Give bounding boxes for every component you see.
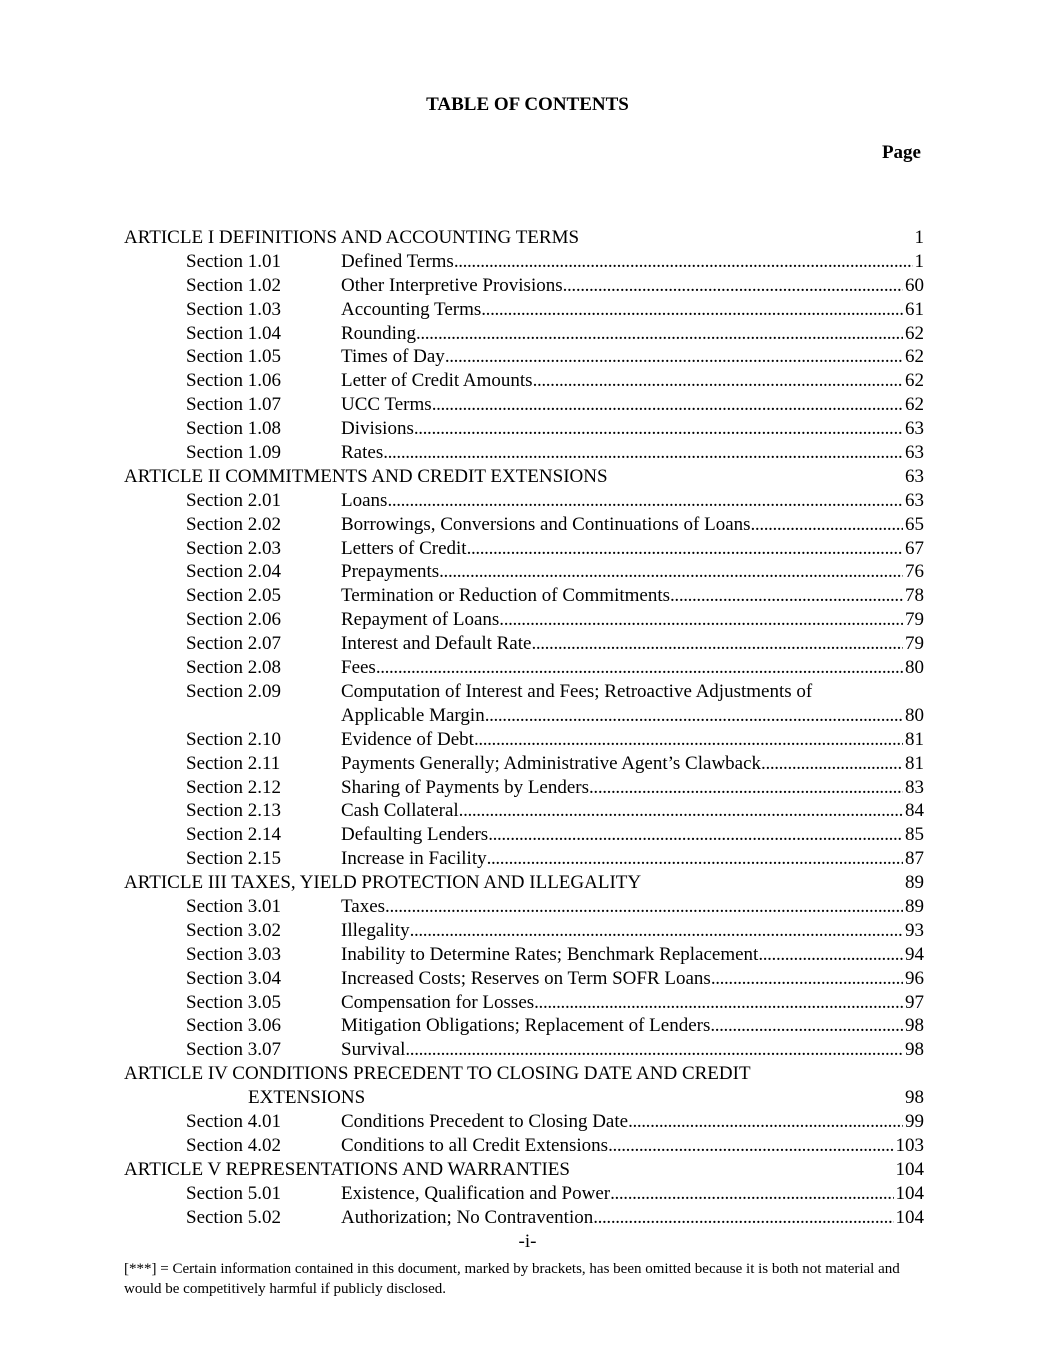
dot-leader xyxy=(758,943,903,967)
section-title: Applicable Margin xyxy=(341,704,485,726)
dot-leader xyxy=(533,369,903,393)
toc-section-row xyxy=(124,1182,924,1206)
section-number: Section 3.06 xyxy=(186,1015,281,1037)
section-title: Rates xyxy=(341,442,384,464)
section-entry-line xyxy=(341,298,924,322)
article-page-number: 89 xyxy=(905,872,924,894)
section-page-number: 62 xyxy=(905,394,924,416)
section-entry-line xyxy=(341,537,924,561)
section-number: Section 1.05 xyxy=(186,346,281,368)
section-entry-line xyxy=(341,441,924,465)
section-number: Section 4.02 xyxy=(186,1134,281,1156)
article-page-number: 104 xyxy=(895,1158,924,1180)
section-entry-line xyxy=(341,1134,924,1158)
section-page-number: 96 xyxy=(905,967,924,989)
toc-section-row xyxy=(124,537,924,561)
section-entry-line xyxy=(341,656,924,680)
section-number: Section 1.07 xyxy=(186,394,281,416)
section-number: Section 2.11 xyxy=(186,752,281,774)
dot-leader xyxy=(416,322,903,346)
article-title: ARTICLE V REPRESENTATIONS AND WARRANTIES xyxy=(124,1158,570,1180)
section-entry-line xyxy=(341,1182,924,1206)
dot-leader xyxy=(499,608,903,632)
dot-leader xyxy=(589,776,903,800)
section-number: Section 3.07 xyxy=(186,1039,281,1061)
section-page-number: 97 xyxy=(905,991,924,1013)
section-entry-line xyxy=(341,250,924,274)
article-page-number: 1 xyxy=(914,227,924,248)
section-title: Illegality xyxy=(341,919,410,941)
section-entry-line xyxy=(341,489,924,513)
section-page-number: 87 xyxy=(905,848,924,870)
dot-leader xyxy=(487,847,903,871)
dot-leader xyxy=(593,1206,893,1230)
page-number: -i- xyxy=(518,1231,537,1252)
section-entry-line xyxy=(341,1014,924,1038)
section-page-number: 80 xyxy=(905,704,924,726)
dot-leader xyxy=(608,1134,893,1158)
section-title: Existence, Qualification and Power xyxy=(341,1182,611,1204)
dot-leader xyxy=(711,967,903,991)
section-page-number: 79 xyxy=(905,633,924,655)
section-page-number: 62 xyxy=(905,370,924,392)
toc-section-row xyxy=(124,1038,924,1062)
section-page-number: 78 xyxy=(905,585,924,607)
section-page-number: 84 xyxy=(905,800,924,822)
section-title: Mitigation Obligations; Replacement of Lenders xyxy=(341,1015,711,1037)
section-number: Section 1.03 xyxy=(186,298,281,320)
section-entry-line xyxy=(341,513,924,537)
toc-section-row xyxy=(124,776,924,800)
section-entry-line xyxy=(341,728,924,752)
section-number: Section 3.03 xyxy=(186,943,281,965)
dot-leader xyxy=(387,489,903,513)
section-number: Section 5.02 xyxy=(186,1206,281,1228)
section-number: Section 1.02 xyxy=(186,274,281,296)
toc-section-row xyxy=(124,991,924,1015)
section-title: Fees xyxy=(341,657,376,679)
section-title: Increase in Facility xyxy=(341,848,487,870)
section-title: Accounting Terms xyxy=(341,298,482,320)
section-entry-line xyxy=(341,560,924,584)
section-page-number: 99 xyxy=(905,1110,924,1132)
dot-leader xyxy=(485,704,903,728)
section-title: Cash Collateral xyxy=(341,800,459,822)
toc-section-row xyxy=(124,250,924,274)
section-number: Section 3.05 xyxy=(186,991,281,1013)
section-number: Section 1.04 xyxy=(186,322,281,344)
section-entry-line xyxy=(341,1038,924,1062)
toc-section-row xyxy=(124,728,924,752)
section-entry-line xyxy=(341,943,924,967)
dot-leader xyxy=(610,1182,893,1206)
section-page-number: 103 xyxy=(895,1134,924,1156)
toc-article-row xyxy=(124,871,924,895)
article-title xyxy=(124,1062,824,1110)
section-number: Section 2.09 xyxy=(186,680,281,702)
section-title: Loans xyxy=(341,489,388,511)
section-page-number: 85 xyxy=(905,824,924,846)
section-title: Defined Terms xyxy=(341,250,454,272)
toc-article-row xyxy=(124,226,924,250)
section-page-number: 62 xyxy=(905,346,924,368)
dot-leader xyxy=(534,991,903,1015)
section-entry-line xyxy=(341,345,924,369)
section-number: Section 2.03 xyxy=(186,537,281,559)
section-title: Divisions xyxy=(341,418,414,440)
section-page-number: 104 xyxy=(895,1182,924,1204)
section-entry-line xyxy=(341,393,924,417)
section-page-number: 79 xyxy=(905,609,924,631)
dot-leader xyxy=(751,513,903,537)
section-title: Defaulting Lenders xyxy=(341,824,489,846)
section-entry-line xyxy=(341,847,924,871)
section-entry-line xyxy=(341,991,924,1015)
toc-article-row xyxy=(124,1062,924,1110)
dot-leader xyxy=(383,441,903,465)
toc-section-row xyxy=(124,752,924,776)
toc-section-row xyxy=(124,799,924,823)
toc-section-row xyxy=(124,847,924,871)
dot-leader xyxy=(385,895,903,919)
section-title: Letters of Credit xyxy=(341,537,467,559)
section-number: Section 2.14 xyxy=(186,824,281,846)
section-number: Section 2.02 xyxy=(186,513,281,535)
article-title-line2: EXTENSIONS xyxy=(248,1087,366,1109)
section-page-number: 89 xyxy=(905,895,924,917)
section-page-number: 65 xyxy=(905,513,924,535)
section-title: Repayment of Loans xyxy=(341,609,500,631)
toc-section-row xyxy=(124,274,924,298)
article-title: ARTICLE III TAXES, YIELD PROTECTION AND ILLEGALITY xyxy=(124,872,642,894)
toc-section-row xyxy=(124,393,924,417)
section-number: Section 3.04 xyxy=(186,967,281,989)
section-entry-line xyxy=(341,274,924,298)
toc-section-row xyxy=(124,298,924,322)
section-number: Section 2.13 xyxy=(186,800,281,822)
section-page-number: 63 xyxy=(905,418,924,440)
section-page-number: 104 xyxy=(895,1206,924,1228)
section-number: Section 1.01 xyxy=(186,250,281,272)
section-page-number: 80 xyxy=(905,657,924,679)
article-title-line1: ARTICLE IV CONDITIONS PRECEDENT TO CLOSING DATE AND CREDIT xyxy=(124,1063,751,1085)
section-title: Other Interpretive Provisions xyxy=(341,274,563,296)
section-number: Section 3.01 xyxy=(186,895,281,917)
section-title: Times of Day xyxy=(341,346,445,368)
table-of-contents xyxy=(124,226,924,1229)
section-title: Termination or Reduction of Commitments xyxy=(341,585,671,607)
section-entry-line xyxy=(341,369,924,393)
section-entry-line xyxy=(341,799,924,823)
dot-leader xyxy=(670,584,903,608)
section-page-number: 83 xyxy=(905,776,924,798)
section-entry-line xyxy=(341,967,924,991)
dot-leader xyxy=(445,345,903,369)
section-title: Compensation for Losses xyxy=(341,991,535,1013)
section-title: Payments Generally; Administrative Agent’s Clawback xyxy=(341,752,762,774)
section-entry-line xyxy=(341,895,924,919)
section-page-number: 93 xyxy=(905,919,924,941)
toc-section-row xyxy=(124,441,924,465)
dot-leader xyxy=(488,823,903,847)
dot-leader xyxy=(531,632,903,656)
dot-leader xyxy=(414,417,903,441)
section-title: Letter of Credit Amounts xyxy=(341,370,533,392)
section-number: Section 1.09 xyxy=(186,442,281,464)
toc-section-row xyxy=(124,919,924,943)
section-number: Section 2.04 xyxy=(186,561,281,583)
section-page-number: 81 xyxy=(905,752,924,774)
section-page-number: 1 xyxy=(914,250,924,272)
section-entry-line xyxy=(341,823,924,847)
section-number: Section 2.08 xyxy=(186,657,281,679)
section-entry-line xyxy=(341,608,924,632)
section-number: Section 1.08 xyxy=(186,418,281,440)
toc-section-row xyxy=(124,369,924,393)
toc-section-row xyxy=(124,1134,924,1158)
toc-article-row xyxy=(124,1158,924,1182)
section-title: Taxes xyxy=(341,895,386,917)
footnote: [***] = Certain information contained in this document, marked by brackets, has been omitted because it is both not material and would be competitively harmful if publicly disclosed. xyxy=(124,1261,900,1297)
section-title: Sharing of Payments by Lenders xyxy=(341,776,590,798)
section-title: Interest and Default Rate xyxy=(341,633,532,655)
section-title: Conditions to all Credit Extensions xyxy=(341,1134,609,1156)
toc-section-row xyxy=(124,1014,924,1038)
article-page-number: 98 xyxy=(905,1087,924,1109)
section-entry-line xyxy=(341,322,924,346)
section-page-number: 60 xyxy=(905,274,924,296)
section-title: Conditions Precedent to Closing Date xyxy=(341,1110,629,1132)
article-title: ARTICLE II COMMITMENTS AND CREDIT EXTENSIONS xyxy=(124,465,608,487)
section-page-number: 63 xyxy=(905,489,924,511)
toc-section-row xyxy=(124,632,924,656)
dot-leader xyxy=(474,728,903,752)
section-title: Survival xyxy=(341,1039,406,1061)
dot-leader xyxy=(459,799,903,823)
toc-section-row xyxy=(124,322,924,346)
page-column-heading: Page xyxy=(881,142,921,163)
dot-leader xyxy=(376,656,903,680)
section-page-number: 61 xyxy=(905,298,924,320)
toc-section-row xyxy=(124,967,924,991)
dot-leader xyxy=(454,250,913,274)
toc-article-row xyxy=(124,465,924,489)
dot-leader xyxy=(628,1110,903,1134)
section-entry-line xyxy=(341,776,924,800)
section-entry-line xyxy=(341,704,924,728)
toc-section-row xyxy=(124,417,924,441)
dot-leader xyxy=(405,1038,903,1062)
section-entry-line xyxy=(341,1110,924,1134)
toc-title: TABLE OF CONTENTS xyxy=(426,94,629,115)
toc-section-row xyxy=(124,560,924,584)
section-entry-line xyxy=(341,584,924,608)
toc-section-row xyxy=(124,608,924,632)
dot-leader xyxy=(481,298,903,322)
section-entry-line xyxy=(341,417,924,441)
dot-leader xyxy=(563,274,903,298)
section-number: Section 2.01 xyxy=(186,489,281,511)
section-number: Section 2.12 xyxy=(186,776,281,798)
section-title: Rounding xyxy=(341,322,416,344)
section-page-number: 98 xyxy=(905,1039,924,1061)
section-title: Prepayments xyxy=(341,561,440,583)
toc-section-row xyxy=(124,895,924,919)
section-page-number: 94 xyxy=(905,943,924,965)
section-number: Section 2.10 xyxy=(186,728,281,750)
section-entry-line xyxy=(341,752,924,776)
dot-leader xyxy=(761,752,903,776)
article-title: ARTICLE I DEFINITIONS AND ACCOUNTING TERMS xyxy=(124,227,580,248)
section-page-number: 63 xyxy=(905,442,924,464)
section-title: Inability to Determine Rates; Benchmark Replacement xyxy=(341,943,759,965)
article-page-number: 63 xyxy=(905,465,924,487)
toc-section-row xyxy=(124,584,924,608)
section-page-number: 98 xyxy=(905,1015,924,1037)
section-title-line1: Computation of Interest and Fees; Retroactive Adjustments of xyxy=(341,680,813,702)
section-entry-line xyxy=(341,919,924,943)
section-number: Section 2.05 xyxy=(186,585,281,607)
section-number: Section 2.15 xyxy=(186,848,281,870)
section-title: Borrowings, Conversions and Continuations of Loans xyxy=(341,513,751,535)
toc-section-row xyxy=(124,345,924,369)
section-number: Section 3.02 xyxy=(186,919,281,941)
toc-section-row xyxy=(124,489,924,513)
toc-section-row xyxy=(124,1206,924,1230)
section-number: Section 2.06 xyxy=(186,609,281,631)
dot-leader xyxy=(410,919,903,943)
toc-section-row xyxy=(124,656,924,680)
dot-leader xyxy=(467,537,903,561)
section-page-number: 62 xyxy=(905,322,924,344)
section-number: Section 1.06 xyxy=(186,370,281,392)
section-entry-line xyxy=(341,632,924,656)
section-number: Section 4.01 xyxy=(186,1110,281,1132)
section-page-number: 81 xyxy=(905,728,924,750)
section-title: Authorization; No Contravention xyxy=(341,1206,594,1228)
section-title: UCC Terms xyxy=(341,394,432,416)
dot-leader xyxy=(432,393,903,417)
section-title: Increased Costs; Reserves on Term SOFR Loans xyxy=(341,967,711,989)
toc-section-row xyxy=(124,680,924,728)
dot-leader xyxy=(439,560,903,584)
section-number: Section 2.07 xyxy=(186,633,281,655)
section-page-number: 76 xyxy=(905,561,924,583)
section-entry-line xyxy=(341,1206,924,1230)
toc-section-row xyxy=(124,1110,924,1134)
toc-section-row xyxy=(124,943,924,967)
section-title: Evidence of Debt xyxy=(341,728,474,750)
toc-section-row xyxy=(124,513,924,537)
section-number: Section 5.01 xyxy=(186,1182,281,1204)
section-page-number: 67 xyxy=(905,537,924,559)
dot-leader xyxy=(710,1014,903,1038)
toc-section-row xyxy=(124,823,924,847)
